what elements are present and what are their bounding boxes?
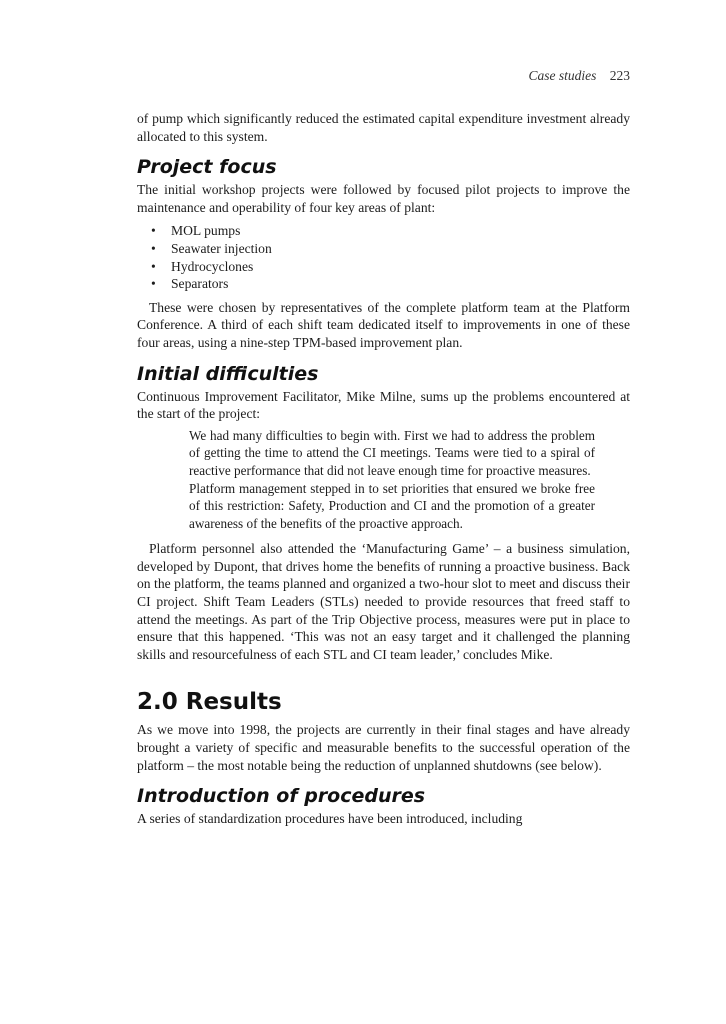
- list-item: [137, 222, 630, 240]
- bullet-icon: •: [151, 223, 156, 239]
- results-heading: 2.0 Results: [137, 689, 282, 716]
- list-item-text: Hydrocyclones: [171, 258, 254, 274]
- procedures-paragraph: A series of standardization procedures have been introduced, including: [137, 811, 523, 827]
- bullet-icon: •: [151, 258, 156, 274]
- personnel-paragraph: Platform personnel also attended the ‘Manufacturing Game’ – a business simulation, developed by Dupont, that drives home the benefits of running a proactive business. Back on the platform, the teams planned and organized a two-hour slot to meet and discuss their CI project. Shift Team Leaders (STLs) needed to provide resources that freed staff to attend the meetings. As part of the Trip Objective process, measures were put in place to ensure that this happened. ‘This was not an easy target and it challenged the planning skills and resourcefulness of each STL and CI team leader,’ concludes Mike.: [137, 541, 630, 662]
- list-item-text: MOL pumps: [171, 223, 241, 239]
- list-item: [137, 275, 630, 293]
- project-focus-paragraph: The initial workshop projects were followed by focused pilot projects to improve the maintenance and operability of four key areas of plant:: [137, 182, 630, 215]
- project-focus-heading: Project focus: [137, 156, 277, 179]
- page-number: 223: [609, 68, 630, 83]
- bullet-icon: •: [151, 240, 156, 256]
- procedures-heading: Introduction of procedures: [137, 785, 426, 808]
- list-item-text: Separators: [171, 276, 229, 292]
- list-item: [137, 240, 630, 258]
- quotation: [189, 427, 595, 533]
- quote-paragraph-2: Platform management stepped in to set priorities that ensured we broke free of this restriction: Safety, Production and CI and the promotion of a greater awareness of the benefits of the proactive approach.: [189, 480, 595, 531]
- difficulties-paragraph: Continuous Improvement Facilitator, Mike Milne, sums up the problems encountered at the start of the project:: [137, 388, 630, 422]
- bullet-icon: •: [151, 276, 156, 292]
- book-page: [137, 66, 630, 828]
- results-paragraph: As we move into 1998, the projects are currently in their final stages and have already brought a variety of specific and measurable benefits to the successful operation of the platform – the most notable being the reduction of unplanned shutdowns (see below).: [137, 722, 630, 773]
- list-item-text: Seawater injection: [171, 240, 272, 256]
- running-head-section: Case studies: [528, 68, 597, 83]
- quote-paragraph-1: We had many difficulties to begin with. First we had to address the problem of getting the time to attend the CI meetings. Teams were tied to a spiral of reactive performance that did not leave enough time for proactive measures.: [189, 427, 595, 478]
- list-item: [137, 258, 630, 276]
- chosen-paragraph: These were chosen by representatives of the complete platform team at the Platform Conference. A third of each shift team dedicated itself to improvements in one of these four areas, using a nine-step TPM-based improvement plan.: [137, 299, 630, 350]
- initial-difficulties-heading: Initial difficulties: [137, 362, 319, 385]
- intro-paragraph: of pump which significantly reduced the estimated capital expenditure investment already allocated to this system.: [137, 111, 630, 144]
- plant-areas-list: [137, 222, 630, 292]
- running-head: [137, 66, 630, 86]
